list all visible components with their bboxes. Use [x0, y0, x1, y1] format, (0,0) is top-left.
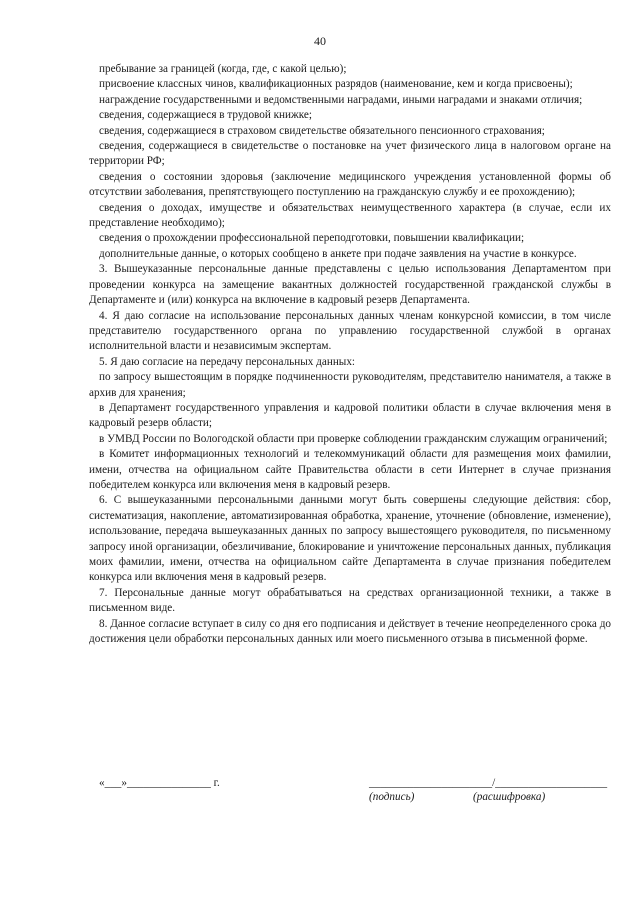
- paragraph: сведения, содержащиеся в трудовой книжке;: [99, 109, 312, 122]
- paragraph: сведения о доходах, имуществе и обязательствах неимущественного характера (в случае, если их представление необходимо);: [89, 201, 611, 230]
- paragraph: 6. С вышеуказанными персональными данными могут быть совершены следующие действия: сбор, систематизация, накопление, автоматизированная обработка, хранение, уточнение (обновление, изменение), использование, передача вышеуказанных данных по запросу вышестоящего руководителя, по письменному запросу иной организации, обезличивание, блокирование и уничтожение персональных данных, публикация моих фамилии, имени, отчества на официальном сайте Департамента в случае признания победителем конкурса или включения меня в кадровый резерв.: [89, 494, 611, 584]
- document-body: [89, 62, 611, 647]
- signature-line: ______________________/____________________: [369, 777, 608, 789]
- date-field: «___»_______________ г.: [99, 777, 220, 789]
- page-number: 40: [314, 34, 326, 48]
- signature-block: [89, 777, 611, 817]
- paragraph: сведения о прохождении профессиональной переподготовки, повышении квалификации;: [99, 232, 525, 245]
- paragraph: 8. Данное согласие вступает в силу со дня его подписания и действует в течение неопределенного срока до достижения цели обработки персональных данных или моего письменного отзыва в письменной форме.: [89, 617, 611, 646]
- paragraph: пребывание за границей (когда, где, с какой целью);: [99, 63, 347, 75]
- paragraph: в Комитет информационных технологий и телекоммуникаций области для размещения моих фамилии, имени, отчества на официальном сайте Правительства области в сети Интернет в случае признания победителем конкурса или включения меня в кадровый резерв.: [89, 448, 611, 491]
- paragraph: награждение государственными и ведомственными наградами, иными наградами и знаками отличия;: [99, 93, 583, 106]
- paragraph: 5. Я даю согласие на передачу персональных данных:: [99, 355, 356, 368]
- caption-decoding: (расшифровка): [473, 791, 546, 803]
- paragraph: сведения, содержащиеся в свидетельстве о постановке на учет физического лица в налоговом органе на территории РФ;: [89, 140, 611, 168]
- paragraph: дополнительные данные, о которых сообщено в анкете при подаче заявления на участие в конкурсе.: [99, 247, 577, 260]
- paragraph: в Департамент государственного управления и кадровой политики области в случае включения меня в кадровый резерв области;: [89, 401, 611, 430]
- paragraph: 7. Персональные данные могут обрабатываться на средствах организационной техники, а также в письменном виде.: [89, 586, 611, 615]
- paragraph: в УМВД России по Вологодской области при проверке соблюдении гражданским служащим ограничений;: [99, 432, 608, 445]
- paragraph: сведения, содержащиеся в страховом свидетельстве обязательного пенсионного страхования;: [99, 124, 545, 137]
- caption-signature: (подпись): [369, 791, 415, 803]
- paragraph: по запросу вышестоящим в порядке подчиненности руководителям, представителю нанимателя, а также в архив для хранения;: [89, 371, 611, 399]
- paragraph: присвоение классных чинов, квалификационных разрядов (наименование, кем и когда присвоены);: [99, 78, 573, 91]
- paragraph: 3. Вышеуказанные персональные данные представлены с целью использования Департаментом при проведении конкурса на замещение вакантных должностей государственной гражданской службы в Департаменте и (или) конкурса на включение в кадровый резерв Департамента.: [89, 263, 611, 307]
- paragraph: сведения о состоянии здоровья (заключение медицинского учреждения установленной формы об отсутствии заболевания, препятствующего поступлению на гражданскую службу и ее прохождению);: [89, 170, 611, 199]
- paragraph: 4. Я даю согласие на использование персональных данных членам конкурсной комиссии, в том числе представителю государственного органа по управлению государственной службой в органах исполнительной власти и независимым экспертам.: [89, 309, 611, 353]
